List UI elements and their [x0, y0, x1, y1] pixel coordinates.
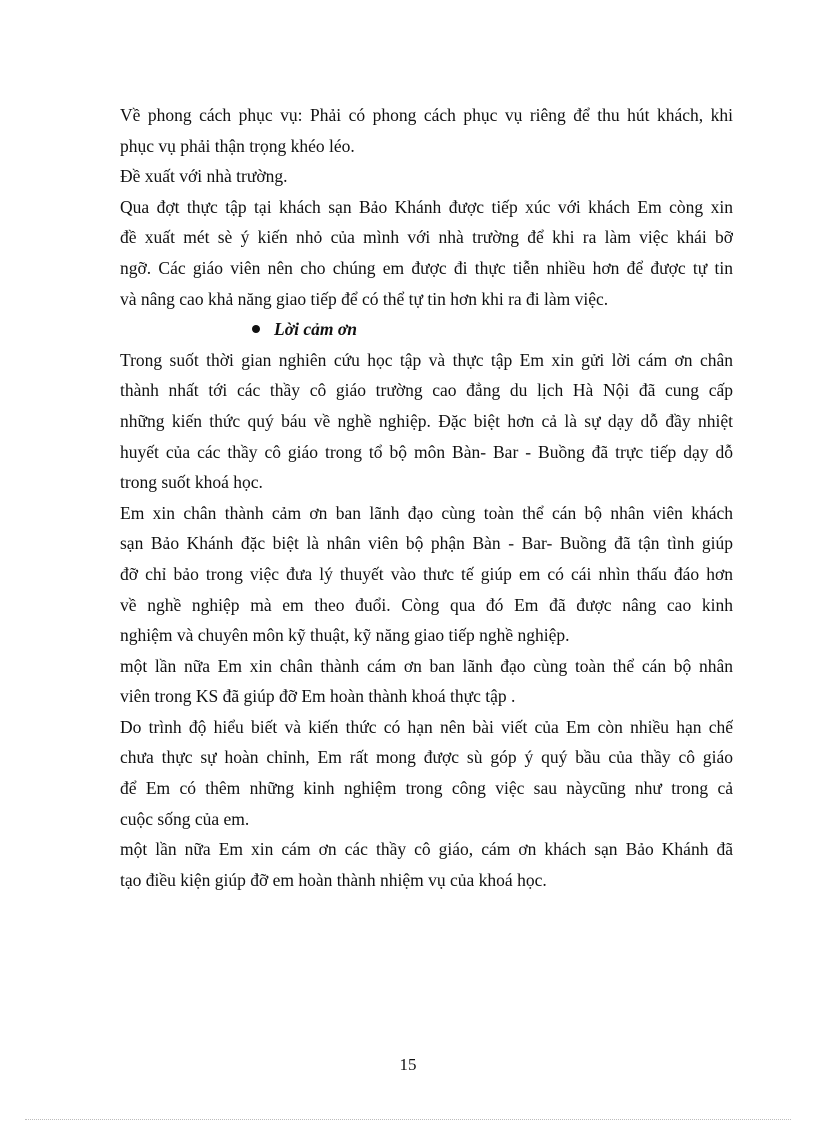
bullet-icon	[252, 325, 260, 333]
page-bottom-divider	[25, 1119, 791, 1120]
body-text-line: những kiến thức quý báu về nghề nghiệp. Đặc biệt hơn cả là sự dạy dỗ đầy nhiệt	[120, 410, 733, 431]
body-text-line: chưa thực sự hoàn chỉnh, Em rất mong được sù góp ý quý bầu của thầy cô giáo	[120, 747, 733, 768]
body-text-line: trong suốt khoá học.	[120, 472, 263, 493]
body-text-line: Em xin chân thành cảm ơn ban lãnh đạo cùng toàn thể cán bộ nhân viên khách	[120, 502, 733, 523]
body-text-line: sạn Bảo Khánh đặc biệt là nhân viên bộ phận Bàn - Bar- Buồng đã tận tình giúp	[120, 533, 733, 554]
page-number: 15	[399, 1055, 417, 1074]
body-text-line: một lần nữa Em xin cám ơn các thầy cô giáo, cám ơn khách sạn Bảo Khánh đã	[120, 839, 733, 860]
body-text-line: Do trình độ hiểu biết và kiến thức có hạn nên bài viết của Em còn nhiều hạn chế	[120, 716, 733, 737]
body-text-line: để Em có thêm những kinh nghiệm trong công việc sau nàycũng như trong cả	[120, 778, 733, 799]
body-text-line: ngỡ. Các giáo viên nên cho chúng em được đi thực tiễn nhiều hơn để được tự tin	[120, 257, 733, 278]
section-heading-text: Lời cảm ơn	[274, 319, 357, 340]
body-text-line: và nâng cao khả năng giao tiếp để có thể tự tin hơn khi ra đi làm việc.	[120, 288, 609, 309]
body-text-line: đề xuất mét sè ý kiến nhỏ của mình với nhà trường để khi ra làm việc khái bỡ	[120, 227, 733, 248]
page-body	[120, 100, 733, 895]
body-text-line: nghiệm và chuyên môn kỹ thuật, kỹ năng giao tiếp nghề nghiệp.	[120, 625, 570, 646]
body-text-line: phục vụ phải thận trọng khéo léo.	[120, 135, 355, 156]
body-text-line: cuộc sống của em.	[120, 808, 250, 829]
body-text-line: Về phong cách phục vụ: Phải có phong cách phục vụ riêng để thu hút khách, khi	[120, 105, 733, 125]
body-text-line: một lần nữa Em xin chân thành cám ơn ban lãnh đạo cùng toàn thể cán bộ nhân	[120, 655, 733, 676]
body-text-line: tạo điều kiện giúp đỡ em hoàn thành nhiệm vụ của khoá học.	[120, 869, 547, 890]
section-heading	[120, 314, 733, 345]
body-text-line: đỡ chỉ bảo trong việc đưa lý thuyết vào thưc tế giúp em có cái nhìn thấu đáo hơn	[120, 563, 733, 584]
body-text-line: viên trong KS đã giúp đỡ Em hoàn thành khoá thực tập .	[120, 686, 516, 707]
body-text-line: Đề xuất với nhà trường.	[120, 166, 288, 187]
body-text-line: thành nhất tới các thầy cô giáo trường cao đẳng du lịch Hà Nội đã cung cấp	[120, 380, 733, 401]
body-text-line: Trong suốt thời gian nghiên cứu học tập và thực tập Em xin gửi lời cám ơn chân	[120, 349, 733, 370]
body-text-line: về nghề nghiệp mà em theo đuổi. Còng qua đó Em đã được nâng cao kinh	[120, 594, 733, 615]
body-text-line: Qua đợt thực tập tại khách sạn Bảo Khánh được tiếp xúc với khách Em còng xin	[120, 196, 733, 217]
body-text-line: huyết của các thầy cô giáo trong tổ bộ môn Bàn- Bar - Buồng đã trực tiếp dạy dỗ	[120, 441, 733, 462]
